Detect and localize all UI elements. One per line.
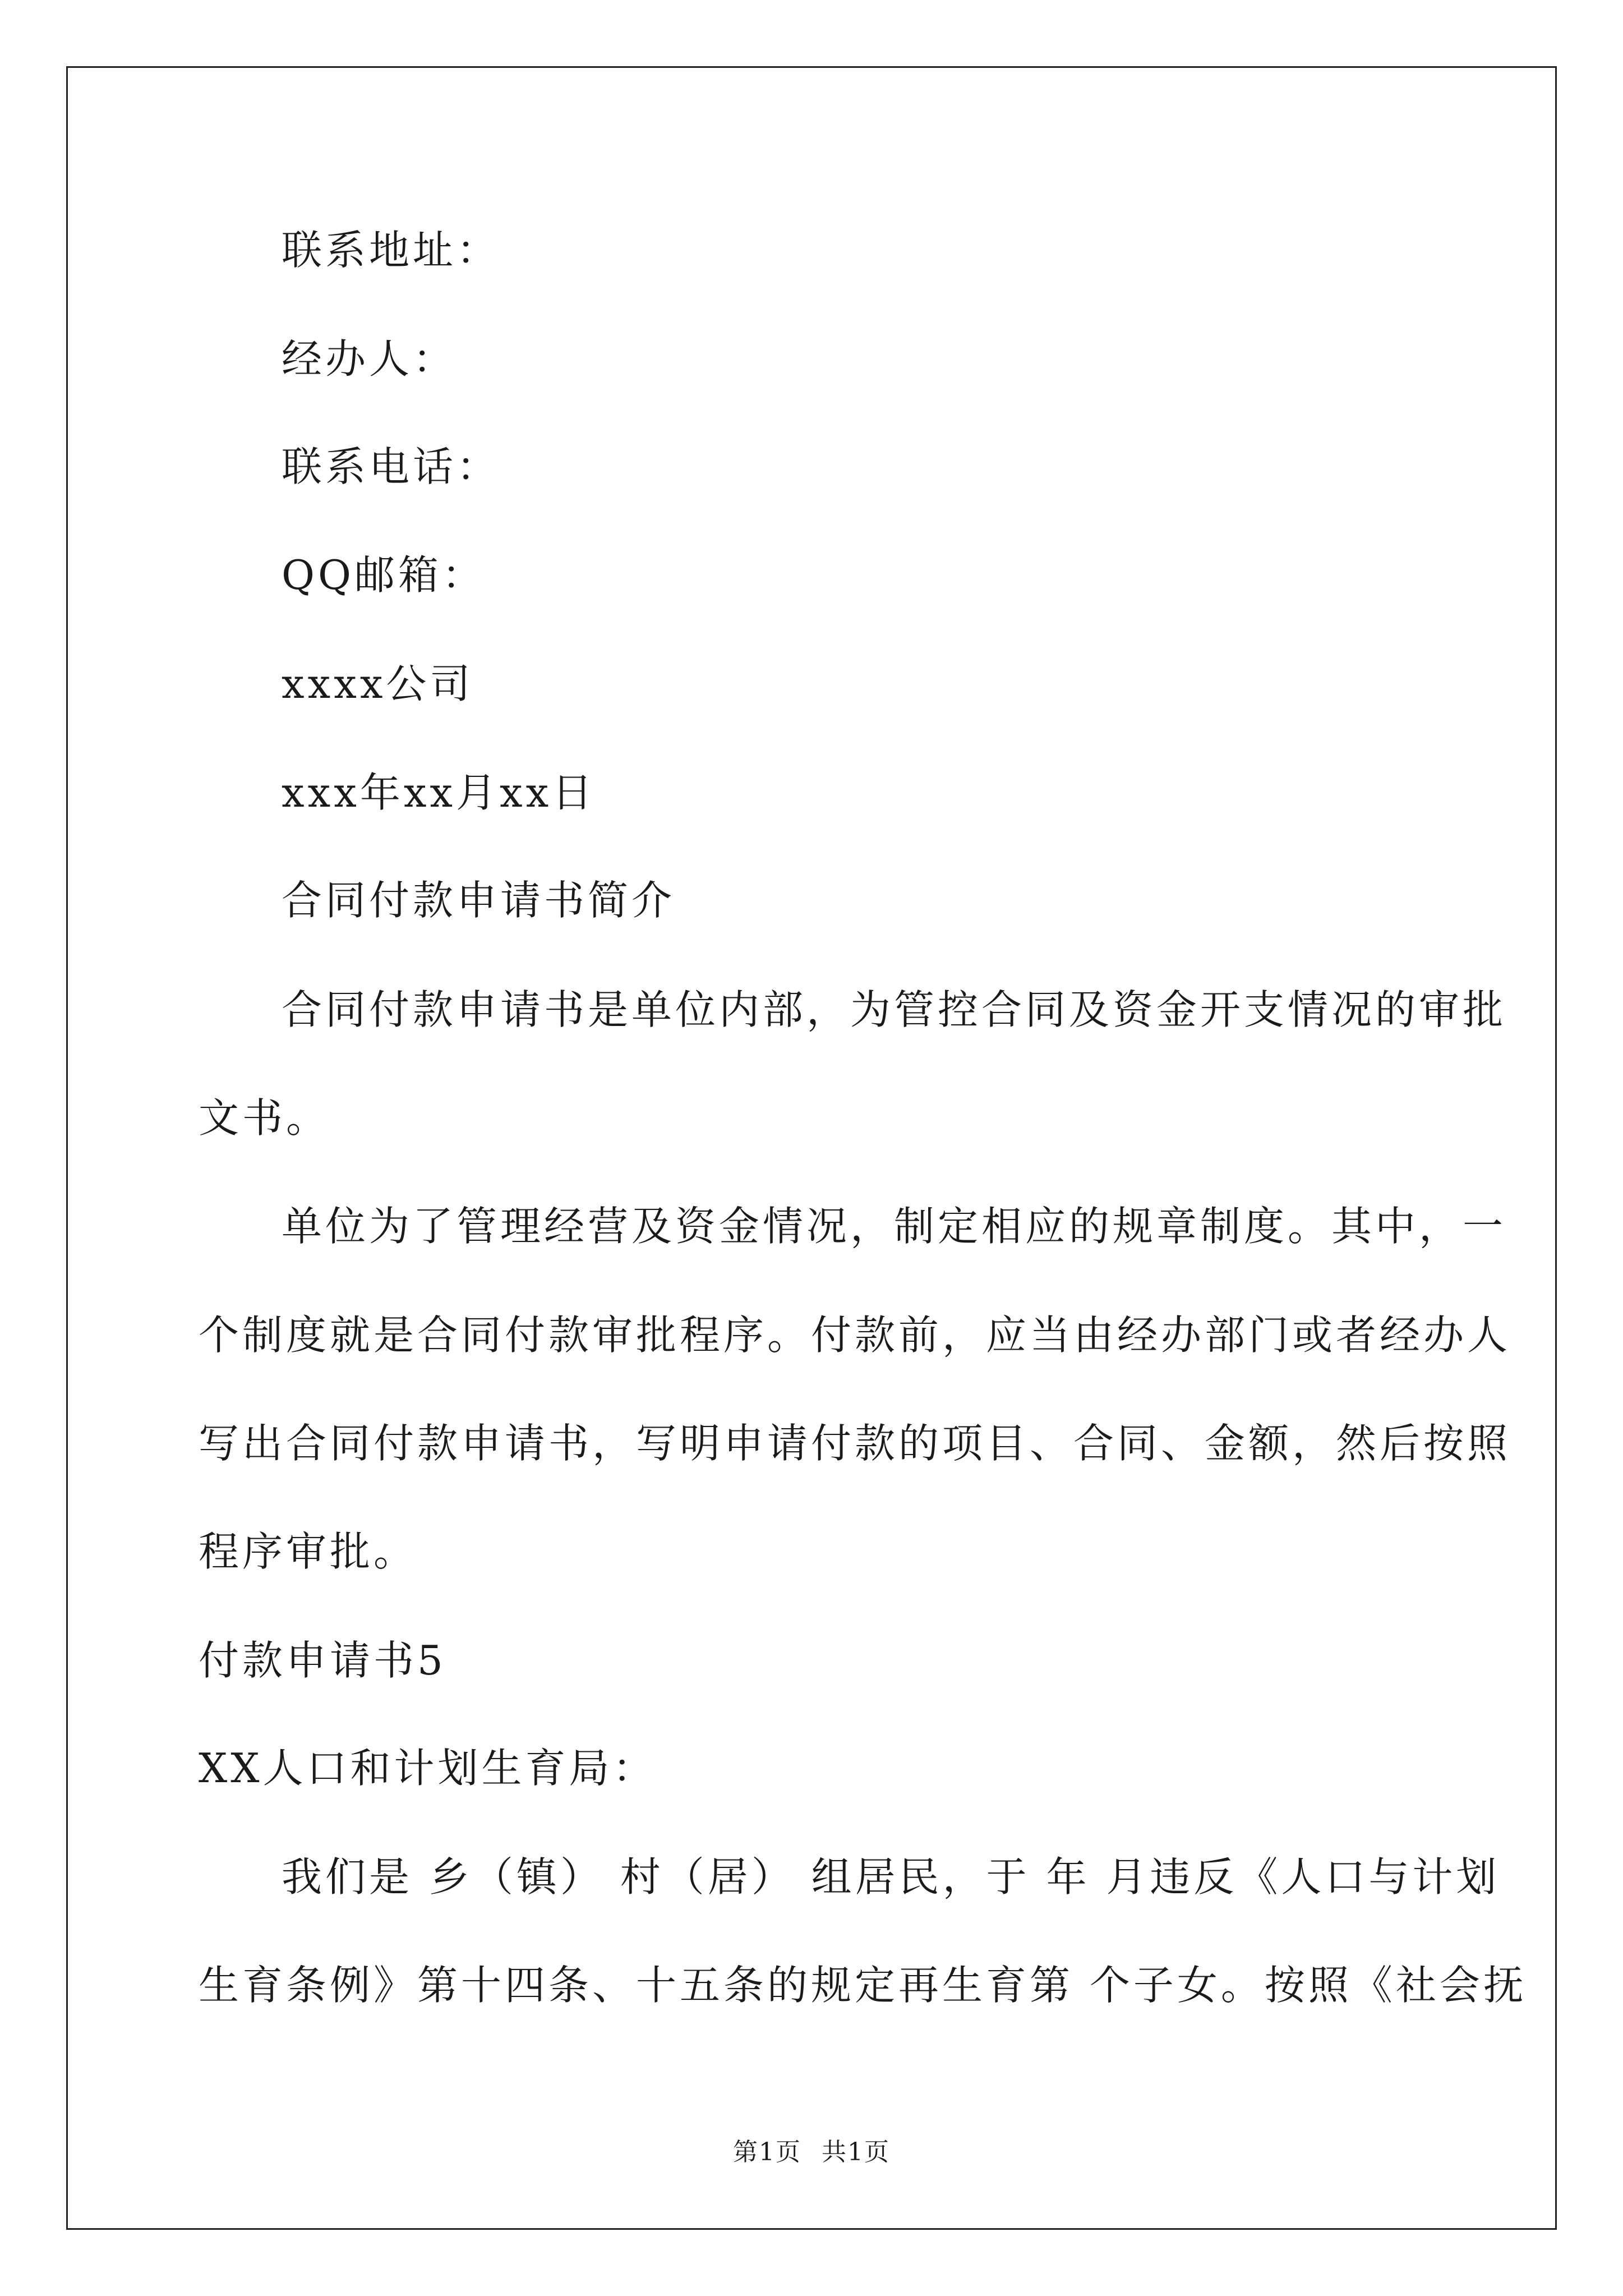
company-name: xxxx公司: [282, 660, 474, 707]
paragraph-line: [199, 1203, 1507, 1250]
paragraph-line: 个制度就是合同付款审批程序。付款前，应当由经办部门或者经办人: [199, 1312, 1511, 1359]
paragraph-line: 程序审批。: [199, 1528, 418, 1575]
paragraph-line: [199, 986, 1507, 1033]
paragraph-line: [199, 1853, 1500, 1901]
paragraph-line: 生育条例》第十四条、十五条的规定再生育第 个子女。按照《社会抚: [199, 1962, 1527, 2009]
page-total: 共1页: [822, 2138, 890, 2166]
letter-recipient: XX人口和计划生育局：: [199, 1745, 657, 1792]
page-footer: [0, 2140, 1623, 2165]
paragraph-line: 写出合同付款申请书，写明申请付款的项目、合同、金额，然后按照: [199, 1420, 1511, 1467]
page-border: [66, 66, 1557, 2230]
contact-phone-label: 联系电话：: [282, 443, 501, 490]
contact-address-label: 联系地址：: [282, 227, 501, 274]
paragraph-text: 合同付款申请书是单位内部，为管控合同及资金开支情况的审批: [282, 986, 1507, 1033]
handler-label: 经办人：: [282, 335, 457, 383]
paragraph-text: 单位为了管理经营及资金情况，制定相应的规章制度。其中，一: [282, 1203, 1507, 1250]
qq-email-label: QQ邮箱：: [282, 551, 486, 599]
page-number: 第1页: [733, 2138, 801, 2166]
section-heading: 合同付款申请书简介: [282, 877, 676, 924]
date-line: xxx年xx月xx日: [282, 769, 596, 816]
paragraph-text: 我们是 乡（镇） 村（居） 组居民，于 年 月违反《人口与计划: [282, 1853, 1500, 1901]
paragraph-line: 文书。: [199, 1094, 330, 1142]
letter-title: 付款申请书5: [199, 1637, 446, 1684]
